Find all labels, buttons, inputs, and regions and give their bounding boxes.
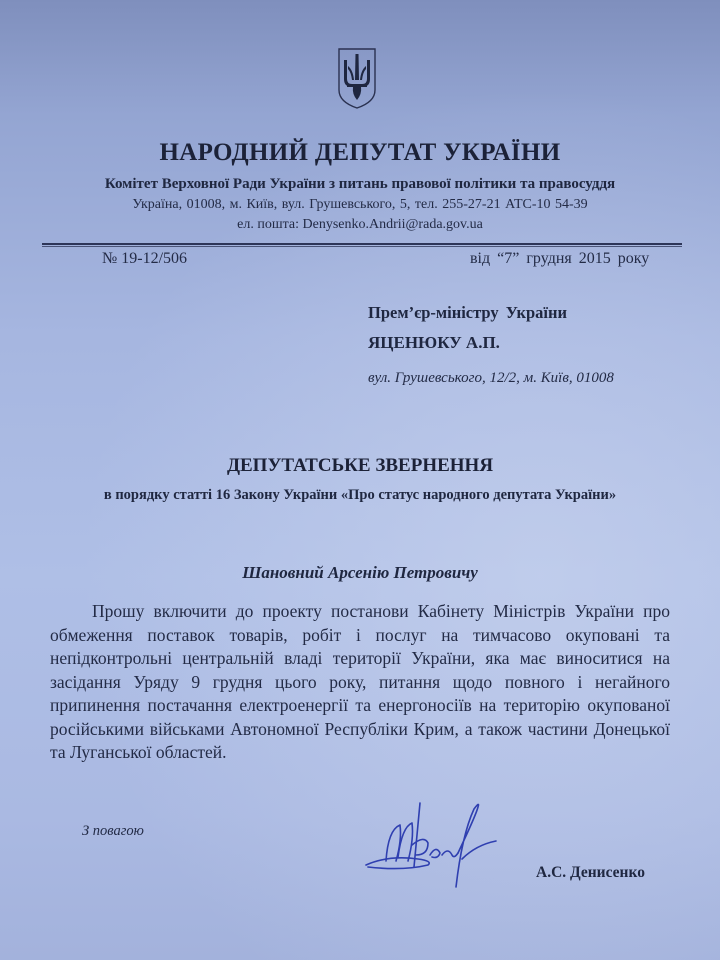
letter-body	[50, 600, 670, 765]
body-paragraph: Прошу включити до проекту постанови Кабінету Міністрів України про обмеження поставок товарів, робіт і послуг на тимчасово окуповані та непідконтрольні центральній владі території України, яка має виноситися на засідання Уряду 9 грудня цього року, питання щодо повного і негайного припинення постачання електроенергії та енергоносіїв на територію окупованої російськими військами Автономної Республіки Крим, а також частини Донецької та Луганської областей.	[50, 601, 670, 762]
letterhead-divider	[42, 243, 682, 247]
reference-date: від “7” грудня 2015 року	[470, 250, 650, 267]
recipient-address: вул. Грушевського, 12/2, м. Київ, 01008	[368, 370, 614, 386]
signature-icon	[358, 795, 528, 895]
letterhead-title: НАРОДНИЙ ДЕПУТАТ УКРАЇНИ	[159, 139, 561, 166]
letterhead-address: Україна, 01008, м. Київ, вул. Грушевського, 5, тел. 255-27-21 АТС-10 54-39	[132, 197, 588, 212]
salutation: Шановний Арсенію Петровичу	[242, 563, 478, 582]
reference-number: № 19-12/506	[102, 250, 188, 267]
signer-name: А.С. Денисенко	[536, 864, 645, 881]
trident-coat-of-arms-icon	[336, 46, 378, 110]
recipient-name: ЯЦЕНЮКУ А.П.	[368, 333, 500, 352]
committee-name: Комітет Верховної Ради України з питань правової політики та правосуддя	[104, 176, 616, 192]
letterhead-email: ел. пошта: Denysenko.Andrii@rada.gov.ua	[237, 217, 483, 232]
recipient-role: Прем’єр-міністру України	[368, 303, 568, 322]
appeal-subtitle: в порядку статті 16 Закону України «Про статус народного депутата України»	[103, 487, 617, 503]
appeal-title: ДЕПУТАТСЬКЕ ЗВЕРНЕННЯ	[226, 455, 494, 476]
closing-phrase: З повагою	[82, 823, 144, 839]
